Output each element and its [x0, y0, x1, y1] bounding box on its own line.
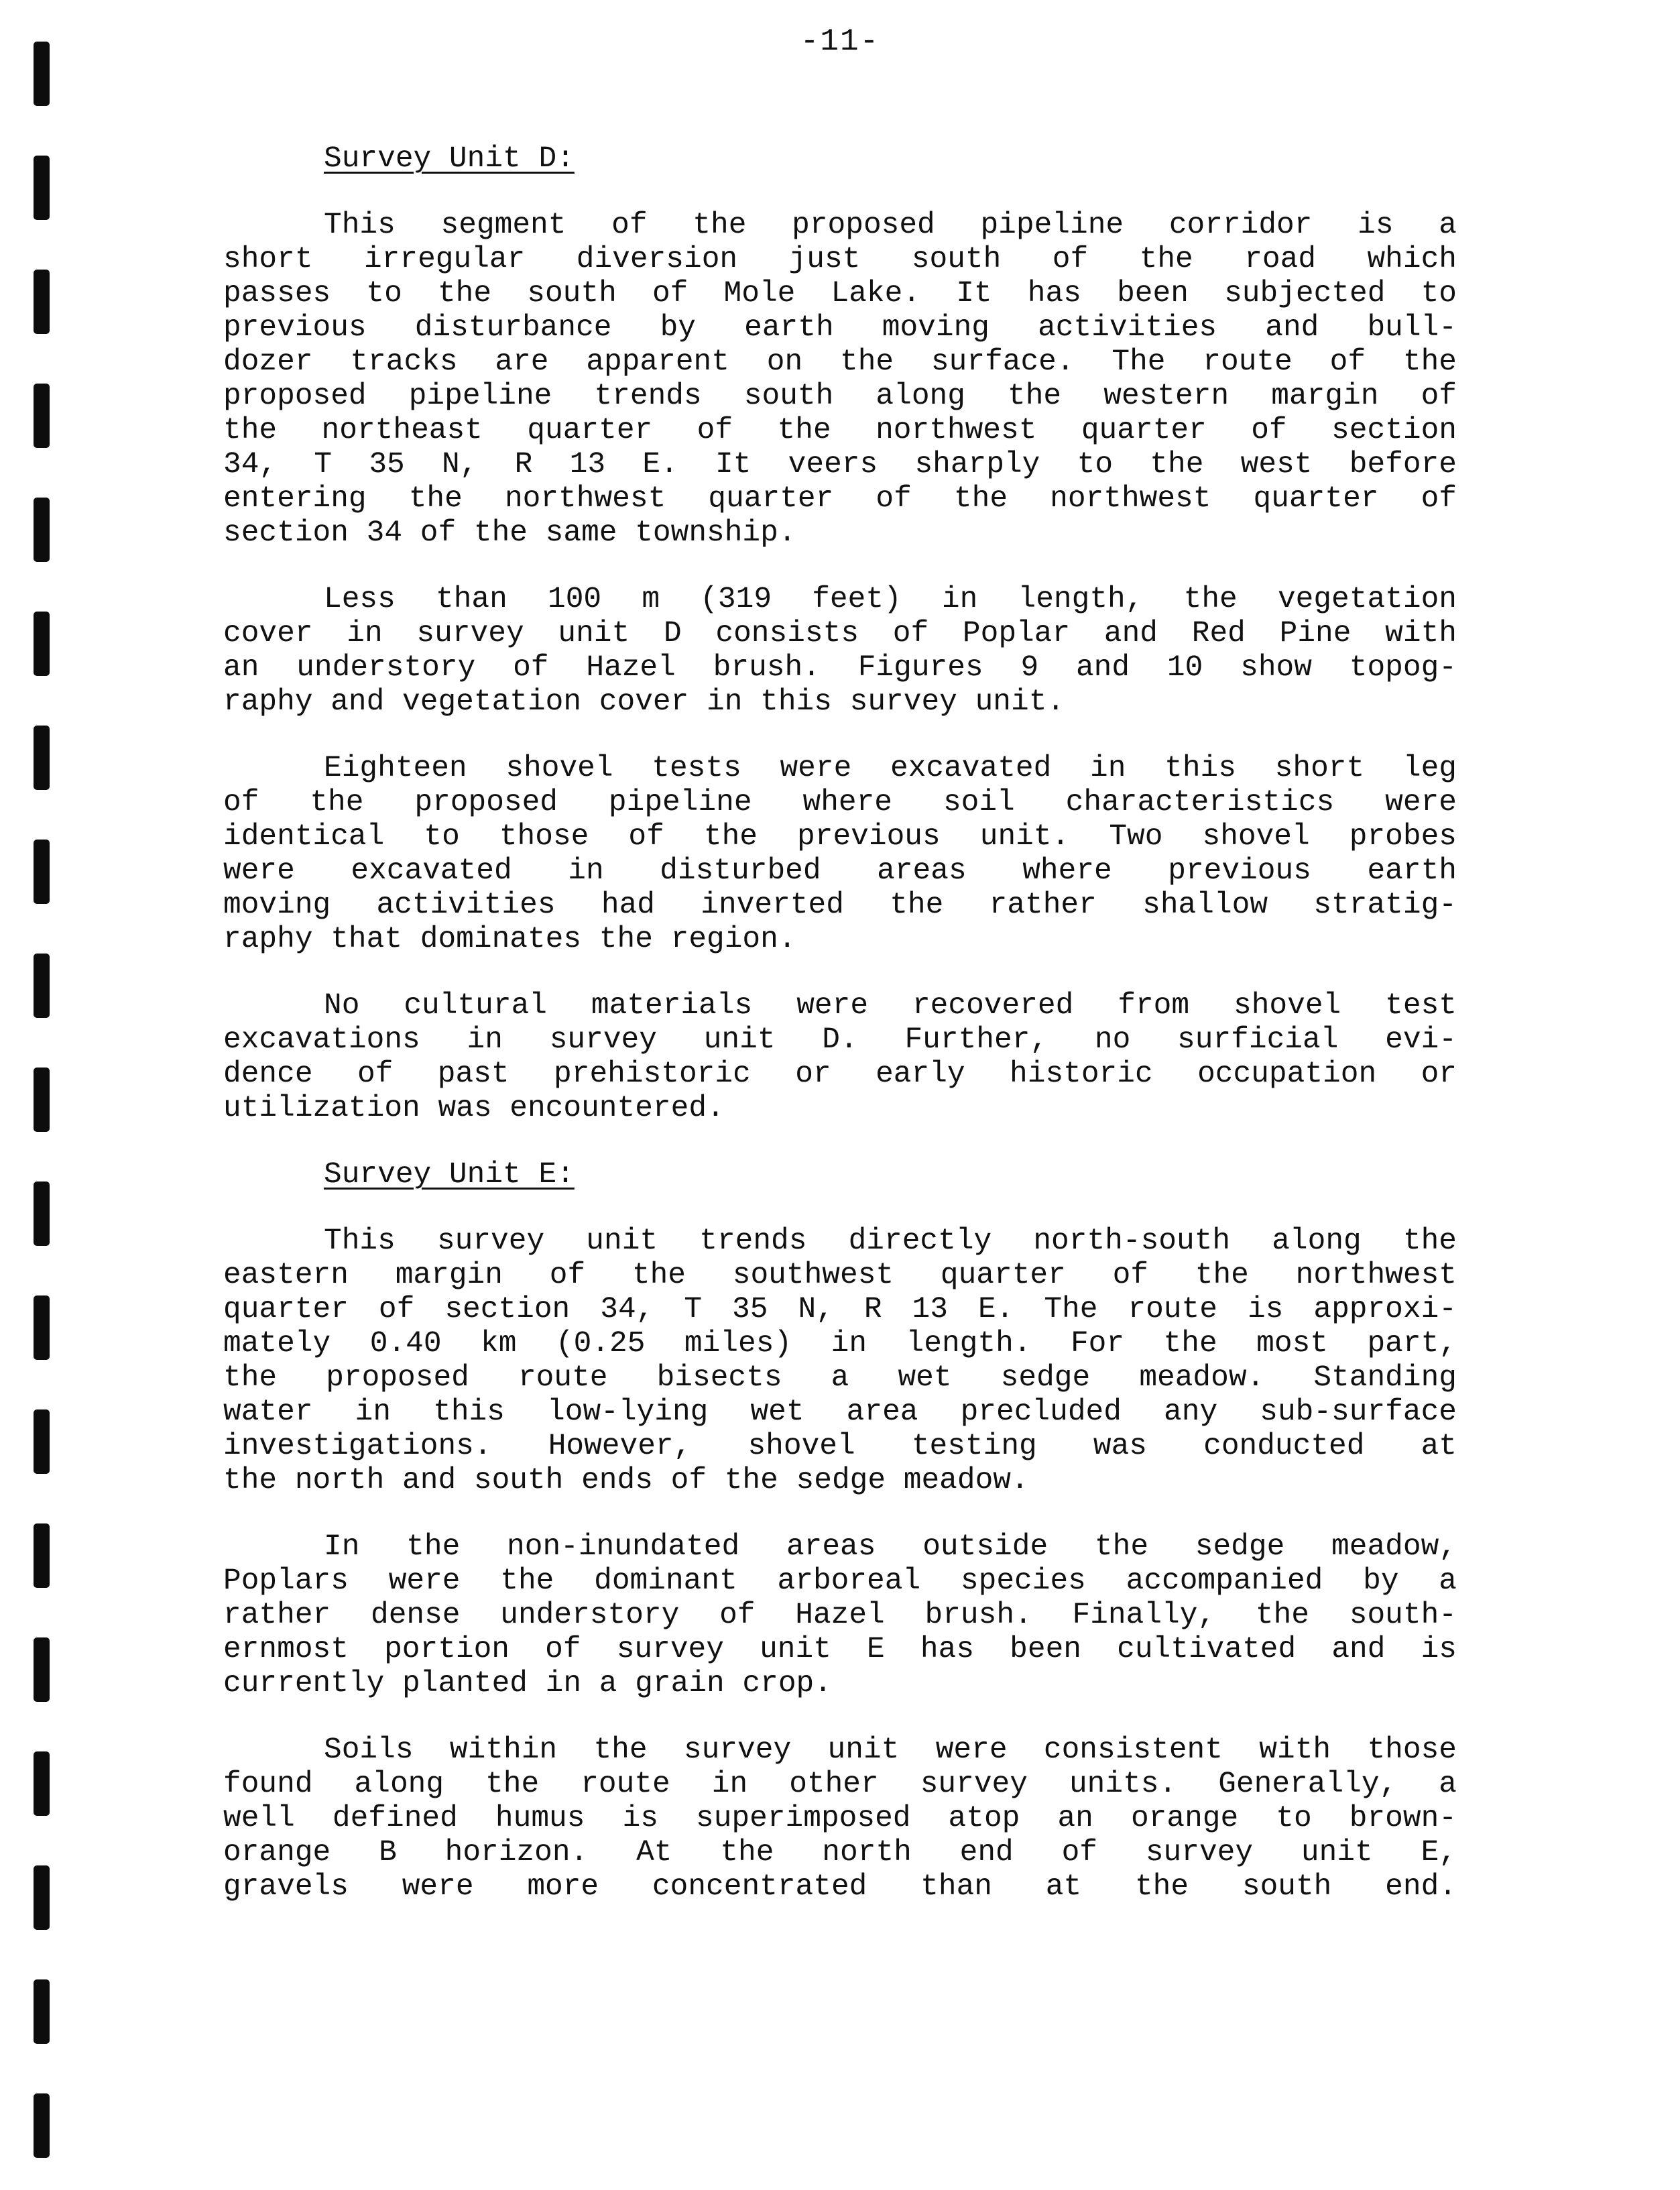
paragraph: [223, 1733, 1457, 1904]
text-line: proposed pipeline trends south along the western margin of: [223, 380, 1457, 413]
page-number: -11-: [800, 24, 880, 59]
text-line: section 34 of the same township.: [223, 516, 796, 550]
text-line: ernmost portion of survey unit E has been cultivated and is: [223, 1633, 1457, 1666]
punch-hole: [34, 954, 50, 1018]
punch-hole: [34, 726, 50, 790]
text-line: utilization was encountered.: [223, 1092, 725, 1125]
punch-hole: [34, 1979, 50, 2044]
text-line: were excavated in disturbed areas where previous earth: [223, 854, 1457, 888]
text-line: cover in survey unit D consists of Poplar and Red Pine with: [223, 617, 1457, 650]
section-heading-survey-unit-d: Survey Unit D:: [324, 142, 575, 176]
text-line: entering the northwest quarter of the northwest quarter of: [223, 482, 1457, 516]
text-line: dozer tracks are apparent on the surface. The route of the: [223, 345, 1457, 379]
text-line: the north and south ends of the sedge meadow.: [223, 1464, 1029, 1497]
punch-hole: [34, 1751, 50, 1816]
text-line: Eighteen shovel tests were excavated in this short leg: [324, 752, 1457, 785]
punch-hole: [34, 42, 50, 106]
text-line: passes to the south of Mole Lake. It has been subjected to: [223, 277, 1457, 310]
text-line: investigations. However, shovel testing was conducted at: [223, 1430, 1457, 1463]
text-line: Poplars were the dominant arboreal species accompanied by a: [223, 1564, 1457, 1598]
text-line: water in this low-lying wet area precluded any sub-surface: [223, 1395, 1457, 1429]
text-line: the northeast quarter of the northwest quarter of section: [223, 414, 1457, 447]
punch-hole: [34, 1182, 50, 1246]
document-body: [223, 142, 1457, 1904]
punch-hole: [34, 1295, 50, 1360]
text-line: of the proposed pipeline where soil characteristics were: [223, 786, 1457, 819]
text-line: eastern margin of the southwest quarter of the northwest: [223, 1259, 1457, 1292]
section-heading-survey-unit-e: Survey Unit E:: [324, 1158, 575, 1192]
punch-hole: [34, 1409, 50, 1474]
paragraph: [223, 1530, 1457, 1701]
binder-punch-holes: [0, 0, 74, 2190]
text-line: identical to those of the previous unit. Two shovel probes: [223, 820, 1457, 854]
punch-hole: [34, 612, 50, 676]
paragraph: [223, 583, 1457, 719]
paragraph: [223, 989, 1457, 1126]
text-line: raphy and vegetation cover in this survey unit.: [223, 685, 1065, 719]
punch-hole: [34, 840, 50, 904]
paragraph: [223, 209, 1457, 551]
punch-hole: [34, 156, 50, 220]
punch-hole: [34, 498, 50, 562]
text-line: an understory of Hazel brush. Figures 9 and 10 show topog-: [223, 651, 1457, 685]
text-line: previous disturbance by earth moving activities and bull-: [223, 311, 1457, 345]
text-line: No cultural materials were recovered from shovel test: [324, 989, 1457, 1023]
text-line: currently planted in a grain crop.: [223, 1667, 832, 1701]
punch-hole: [34, 1068, 50, 1132]
punch-hole: [34, 2093, 50, 2158]
text-line: Soils within the survey unit were consistent with those: [324, 1733, 1457, 1767]
text-line: This segment of the proposed pipeline corridor is a: [324, 209, 1457, 242]
text-line: found along the route in other survey units. Generally, a: [223, 1768, 1457, 1801]
text-line: In the non-inundated areas outside the sedge meadow,: [324, 1530, 1457, 1564]
punch-hole: [34, 1637, 50, 1702]
text-line: 34, T 35 N, R 13 E. It veers sharply to the west before: [223, 448, 1457, 481]
punch-hole: [34, 384, 50, 448]
text-line: dence of past prehistoric or early historic occupation or: [223, 1057, 1457, 1091]
paragraph: [223, 1224, 1457, 1498]
text-line: well defined humus is superimposed atop an orange to brown-: [223, 1802, 1457, 1835]
text-line: orange B horizon. At the north end of survey unit E,: [223, 1836, 1457, 1869]
punch-hole: [34, 1523, 50, 1588]
text-line: gravels were more concentrated than at the south end.: [223, 1870, 1457, 1904]
text-line: rather dense understory of Hazel brush. Finally, the south-: [223, 1599, 1457, 1632]
punch-hole: [34, 1865, 50, 1930]
text-line: mately 0.40 km (0.25 miles) in length. For the most part,: [223, 1327, 1457, 1361]
text-line: excavations in survey unit D. Further, no surficial evi-: [223, 1023, 1457, 1057]
text-line: Less than 100 m (319 feet) in length, the vegetation: [324, 583, 1457, 616]
text-line: the proposed route bisects a wet sedge meadow. Standing: [223, 1361, 1457, 1395]
punch-hole: [34, 270, 50, 334]
text-line: moving activities had inverted the rather shallow stratig-: [223, 888, 1457, 922]
text-line: raphy that dominates the region.: [223, 923, 796, 956]
text-line: quarter of section 34, T 35 N, R 13 E. The route is approxi-: [223, 1293, 1457, 1326]
paragraph: [223, 752, 1457, 957]
text-line: short irregular diversion just south of the road which: [223, 243, 1457, 276]
text-line: This survey unit trends directly north-south along the: [324, 1224, 1457, 1258]
